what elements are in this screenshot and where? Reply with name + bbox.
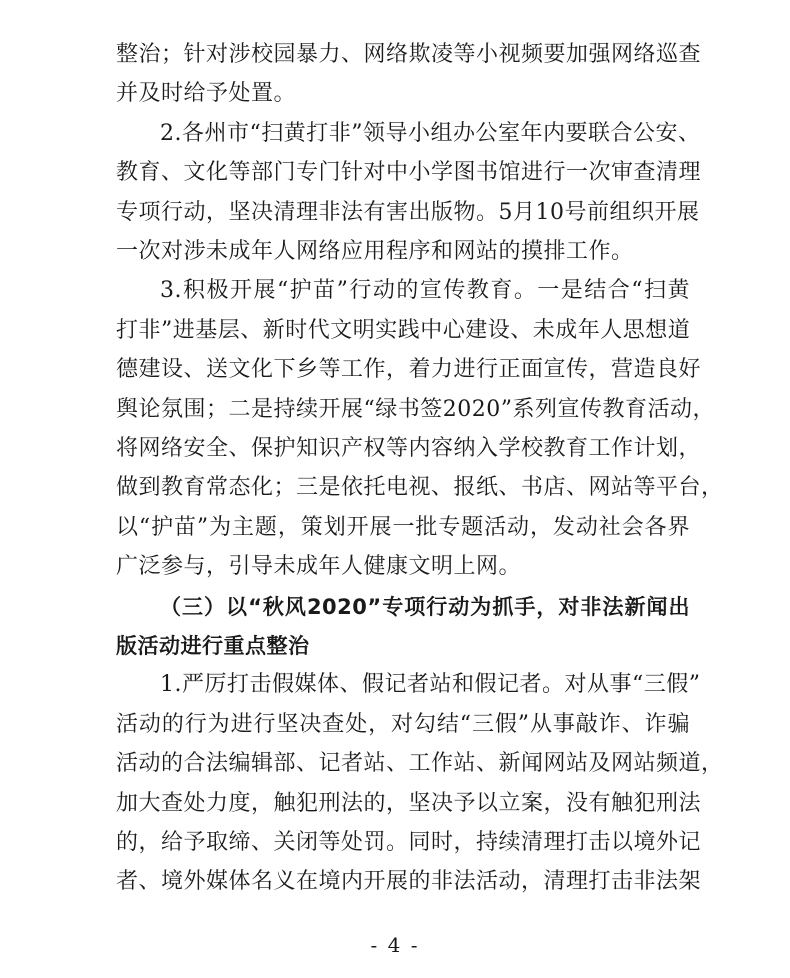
body-line-1: 整治；针对涉校园暴力、网络欺凌等小视频要加强网络巡查 <box>116 42 702 67</box>
body-line-6: 一次对涉未成年人网络应用程序和网站的摸排工作。 <box>116 239 634 264</box>
page-number: - 4 - <box>370 933 420 957</box>
body-line-7: 3.积极开展“护苗”行动的宣传教育。一是结合“扫黄 <box>160 278 690 304</box>
section-heading-line-2: 版活动进行重点整治 <box>116 634 310 658</box>
body-line-22: 者、境外媒体名义在境内开展的非法活动，清理打击非法架 <box>116 869 702 895</box>
body-line-21: 的，给予取缔、关闭等处罚。同时，持续清理打击以境外记 <box>116 830 702 855</box>
section-heading-line-1: （三）以“秋风2020”专项行动为抓手，对非法新闻出 <box>160 594 690 619</box>
body-line-19: 活动的合法编辑部、记者站、工作站、新闻网站及网站频道， <box>116 751 724 777</box>
body-line-12: 做到教育常态化；三是依托电视、报纸、书店、网站等平台， <box>116 475 724 501</box>
body-line-18: 活动的行为进行坚决查处，对勾结“三假”从事敲诈、诈骗 <box>116 711 690 737</box>
body-line-4: 教育、文化等部门专门针对中小学图书馆进行一次审查清理 <box>116 160 702 186</box>
body-line-13: 以“护苗”为主题，策划开展一批专题活动，发动社会各界 <box>116 514 690 540</box>
body-line-2: 并及时给予处置。 <box>116 81 297 107</box>
body-line-5: 专项行动，坚决清理非法有害出版物。5月10号前组织开展 <box>116 199 700 225</box>
body-line-17: 1.严厉打击假媒体、假记者站和假记者。对从事“三假” <box>160 672 701 698</box>
body-line-20: 加大查处力度，触犯刑法的，坚决予以立案，没有触犯刑法 <box>116 790 702 816</box>
body-line-10: 舆论氛围；二是持续开展“绿书签2020”系列宣传教育活动， <box>116 396 715 422</box>
body-line-9: 德建设、送文化下乡等工作，着力进行正面宣传，营造良好 <box>116 357 702 383</box>
body-line-8: 打非”进基层、新时代文明实践中心建设、未成年人思想道 <box>116 317 691 343</box>
body-line-11: 将网络安全、保护知识产权等内容纳入学校教育工作计划， <box>116 436 702 461</box>
body-line-3: 2.各州市“扫黄打非”领导小组办公室年内要联合公安、 <box>160 120 701 146</box>
body-line-14: 广泛参与，引导未成年人健康文明上网。 <box>116 554 522 580</box>
